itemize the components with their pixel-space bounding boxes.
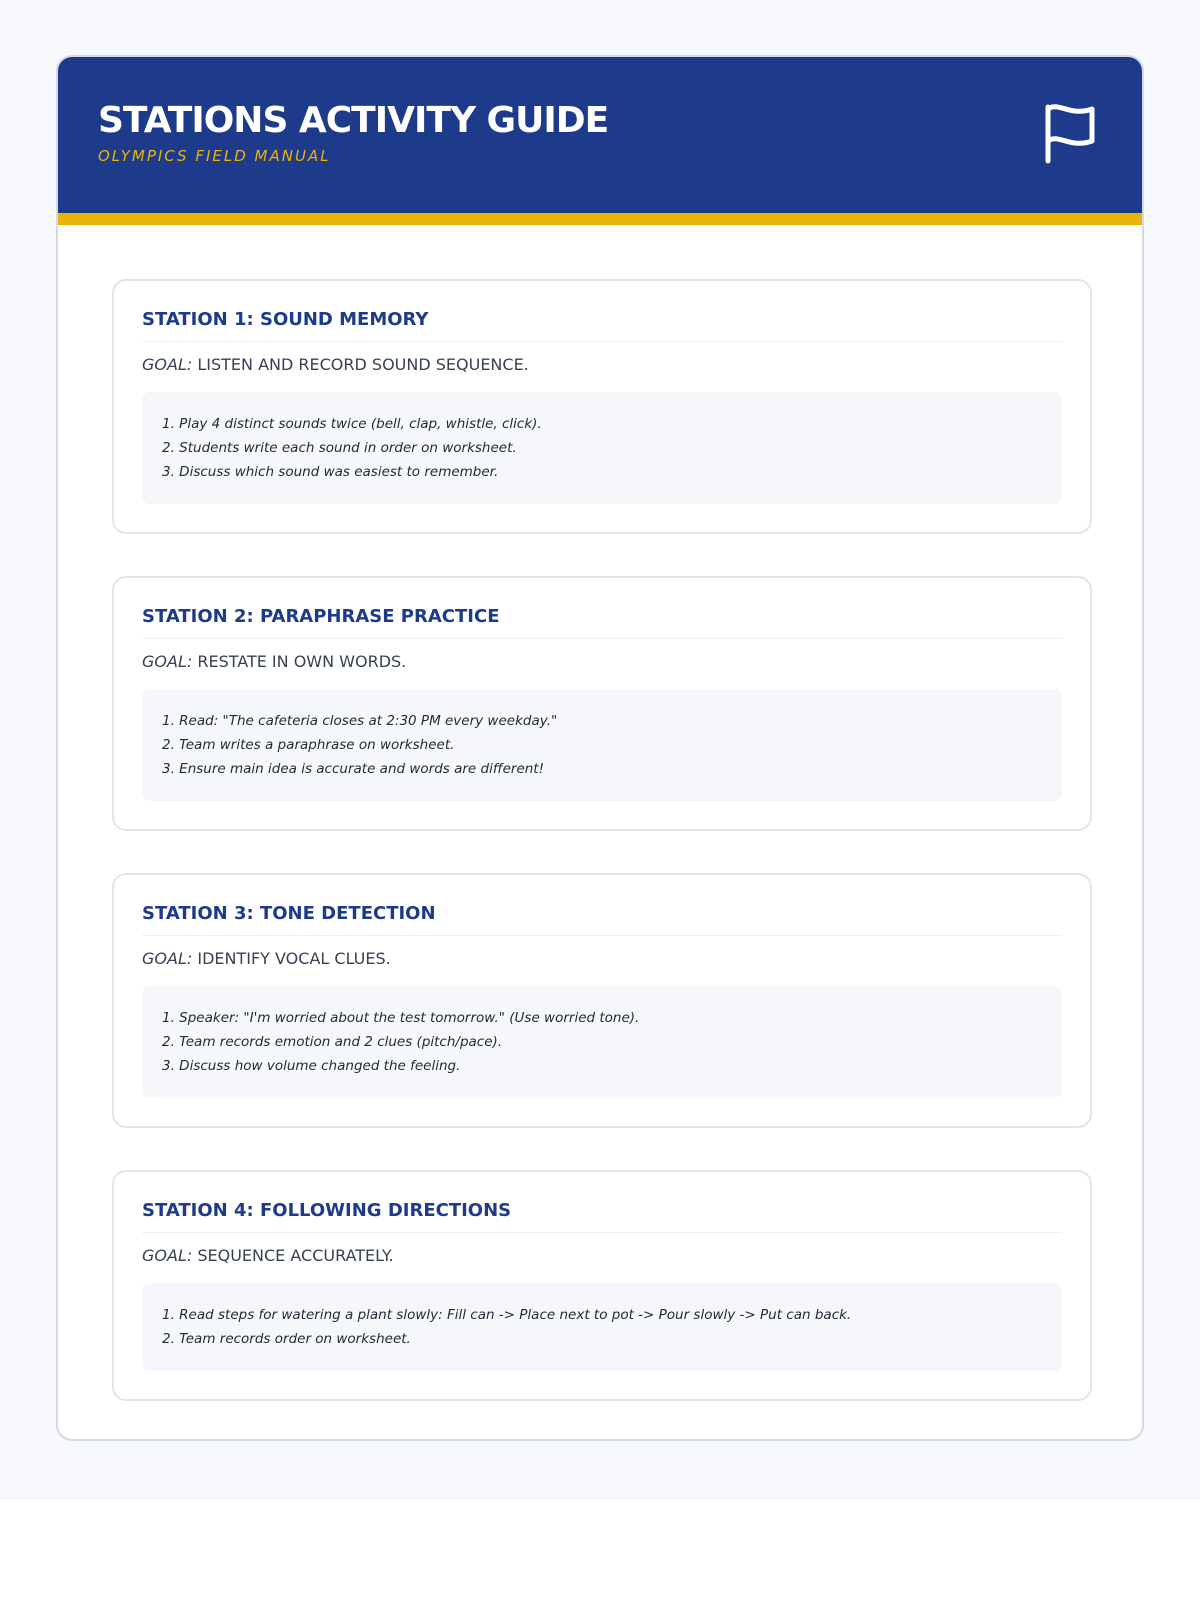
station-goal bbox=[142, 354, 1062, 376]
goal-label: GOAL: bbox=[142, 355, 193, 374]
step-item: 3. Discuss which sound was easiest to remember. bbox=[162, 464, 499, 480]
station-card bbox=[112, 576, 1092, 831]
station-card bbox=[112, 873, 1092, 1128]
step-item: 3. Ensure main idea is accurate and words are different! bbox=[162, 761, 545, 777]
station-goal bbox=[142, 948, 1062, 970]
step-item: 2. Team records emotion and 2 clues (pitch/pace). bbox=[162, 1034, 503, 1050]
station-title: STATION 1: SOUND MEMORY bbox=[142, 309, 1062, 342]
goal-label: GOAL: bbox=[142, 1246, 193, 1265]
station-steps bbox=[142, 392, 1062, 504]
station-card bbox=[112, 279, 1092, 534]
station-title: STATION 2: PARAPHRASE PRACTICE bbox=[142, 606, 1062, 639]
station-goal bbox=[142, 1245, 1062, 1267]
manual-header bbox=[58, 57, 1142, 213]
station-goal bbox=[142, 651, 1062, 673]
flag-icon bbox=[1042, 103, 1098, 165]
step-item: 2. Students write each sound in order on worksheet. bbox=[162, 440, 517, 456]
station-title: STATION 4: FOLLOWING DIRECTIONS bbox=[142, 1200, 1062, 1233]
goal-label: GOAL: bbox=[142, 949, 193, 968]
step-item: 1. Read steps for watering a plant slowly: Fill can -> Place next to pot -> Pour slowly -> Put can back. bbox=[162, 1307, 852, 1323]
station-title: STATION 3: TONE DETECTION bbox=[142, 903, 1062, 936]
step-item: 3. Discuss how volume changed the feeling. bbox=[162, 1058, 461, 1074]
step-item: 1. Play 4 distinct sounds twice (bell, clap, whistle, click). bbox=[162, 416, 542, 432]
goal-text: RESTATE IN OWN WORDS. bbox=[197, 652, 407, 671]
page-title: STATIONS ACTIVITY GUIDE bbox=[98, 100, 609, 141]
goal-text: LISTEN AND RECORD SOUND SEQUENCE. bbox=[197, 355, 529, 374]
step-item: 2. Team records order on worksheet. bbox=[162, 1331, 411, 1347]
stations-list bbox=[58, 225, 1142, 1401]
station-steps bbox=[142, 689, 1062, 801]
step-item: 1. Speaker: "I'm worried about the test tomorrow." (Use worried tone). bbox=[162, 1010, 640, 1026]
station-steps bbox=[142, 986, 1062, 1098]
goal-text: SEQUENCE ACCURATELY. bbox=[197, 1246, 394, 1265]
step-item: 1. Read: "The cafeteria closes at 2:30 PM every weekday." bbox=[162, 713, 558, 729]
step-item: 2. Team writes a paraphrase on worksheet. bbox=[162, 737, 455, 753]
field-manual bbox=[56, 55, 1144, 1441]
station-card bbox=[112, 1170, 1092, 1401]
goal-text: IDENTIFY VOCAL CLUES. bbox=[197, 949, 391, 968]
header-accent-stripe bbox=[58, 213, 1142, 225]
goal-label: GOAL: bbox=[142, 652, 193, 671]
station-steps bbox=[142, 1283, 1062, 1371]
page-subtitle: OLYMPICS FIELD MANUAL bbox=[98, 147, 331, 165]
